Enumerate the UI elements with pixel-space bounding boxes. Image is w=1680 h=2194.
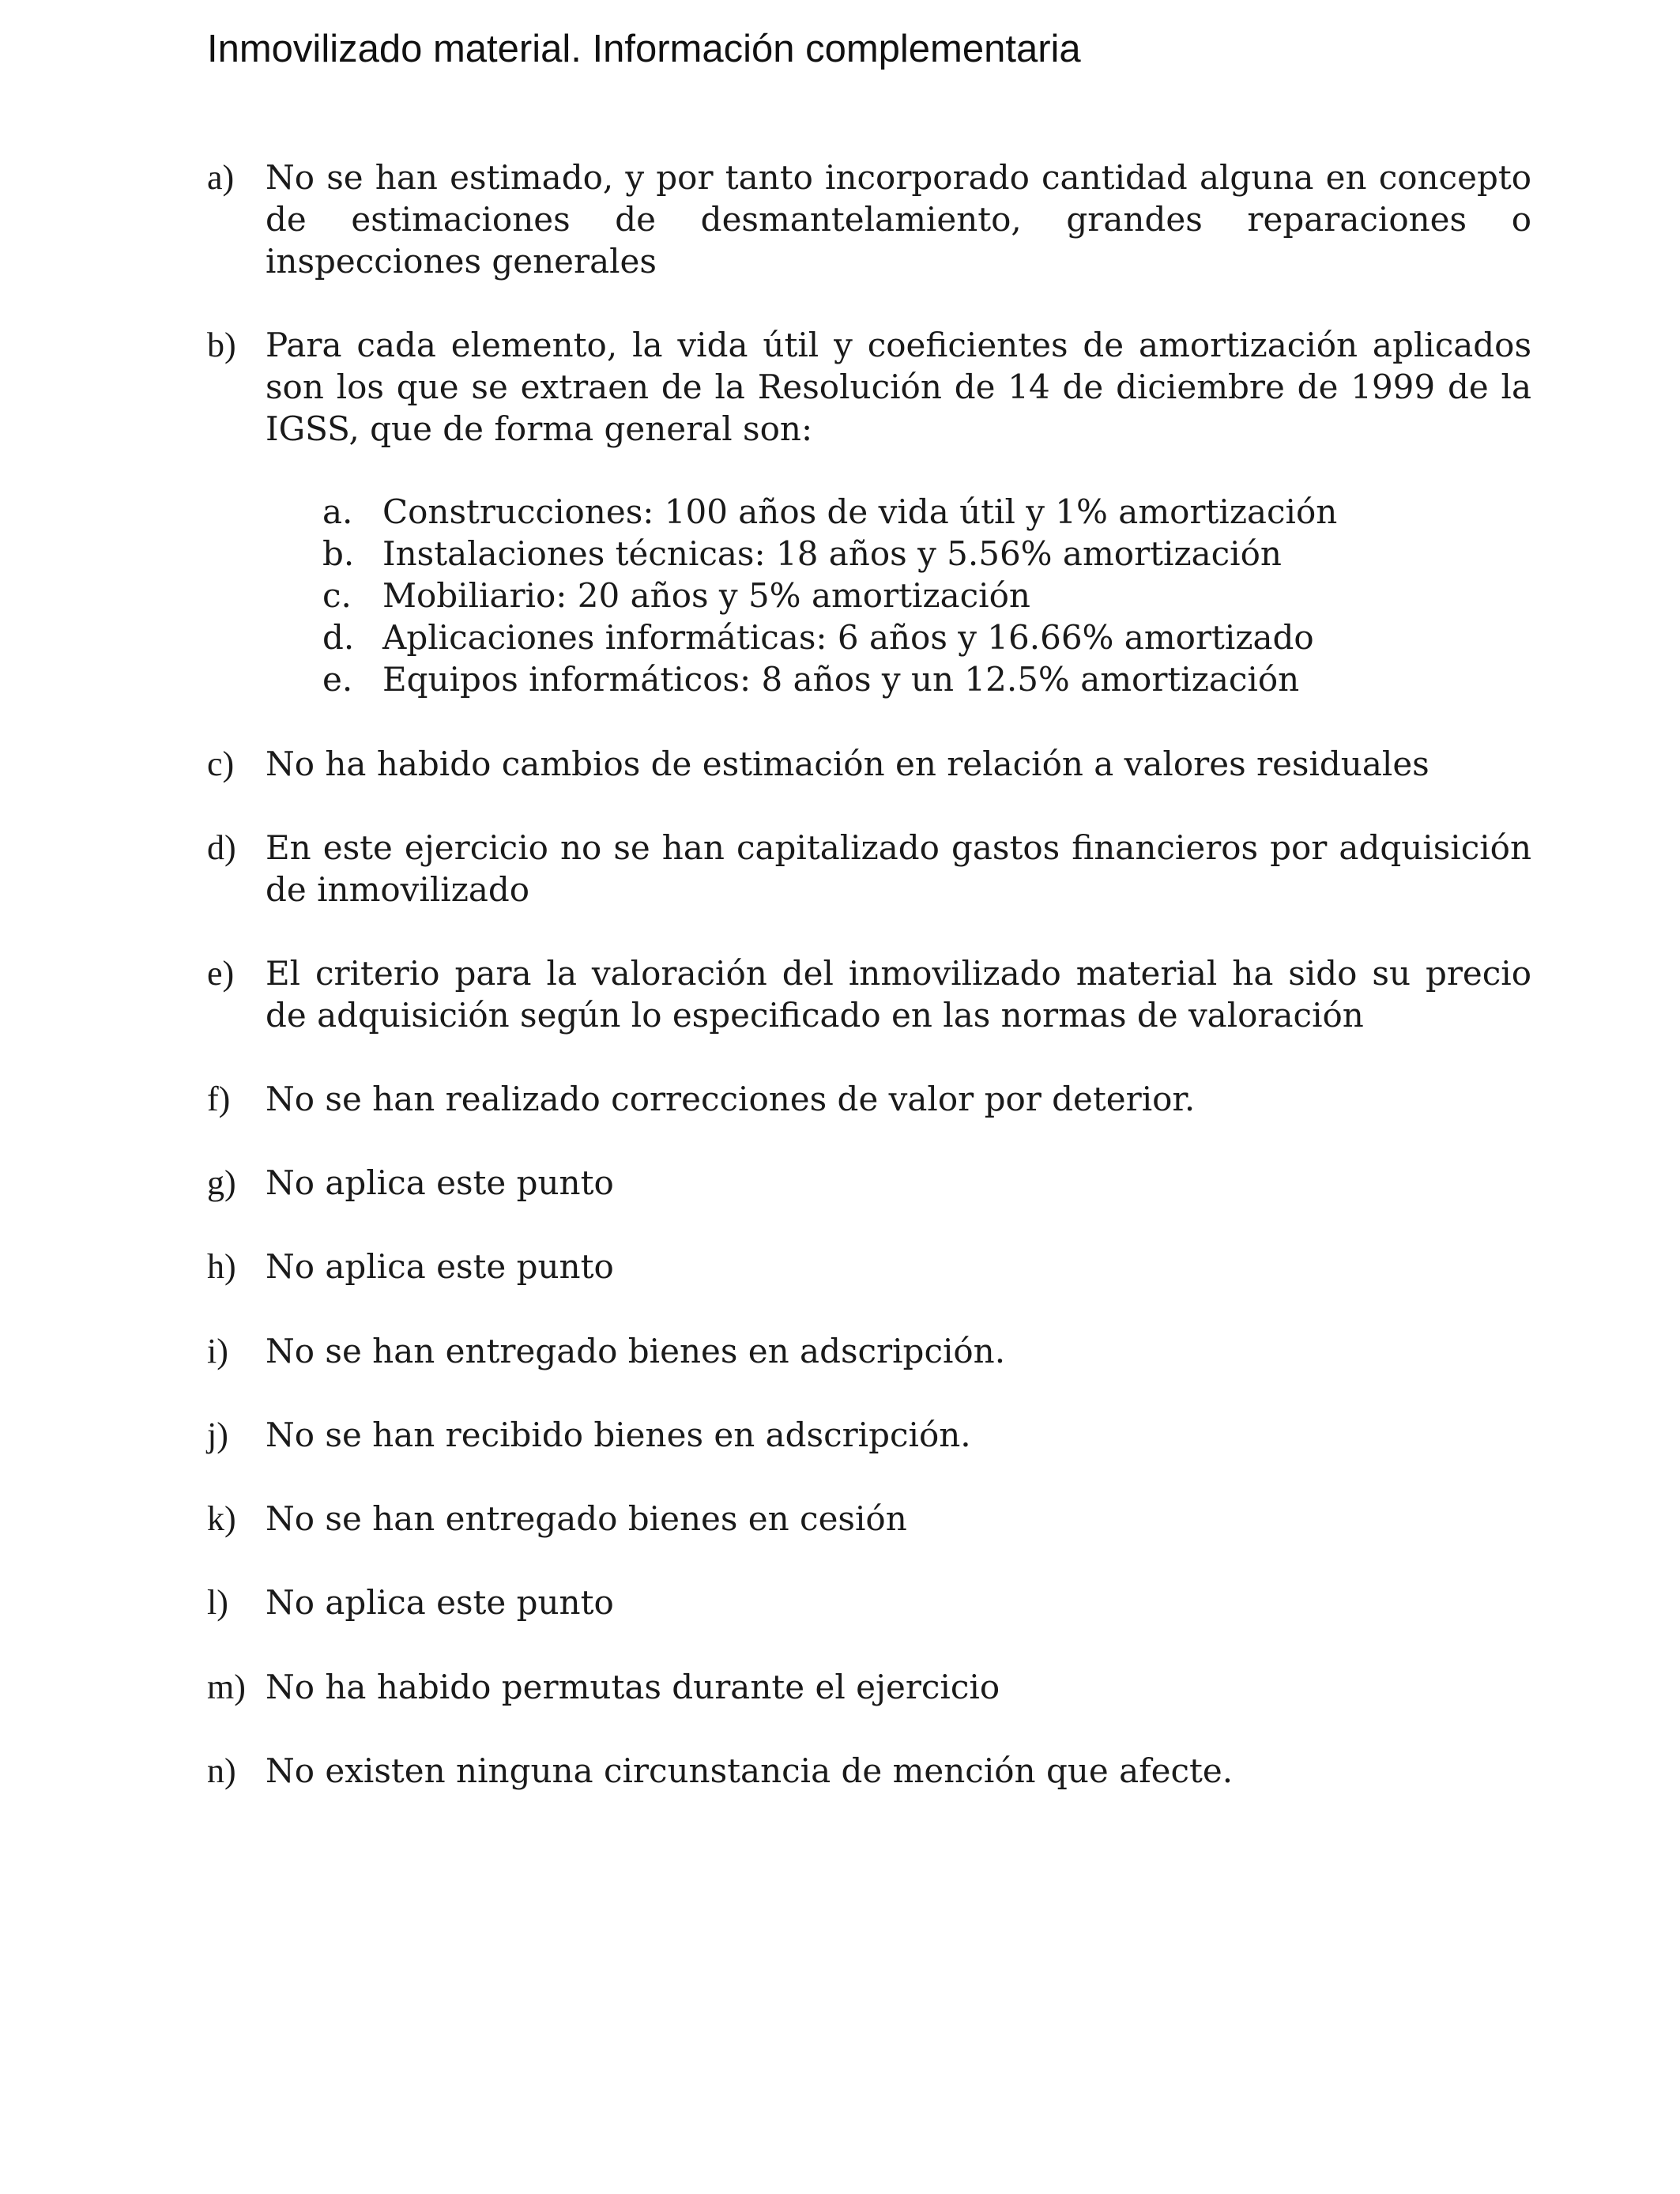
sublist-marker: e.	[322, 660, 353, 699]
list-marker: i)	[207, 1332, 228, 1370]
list-marker: b)	[207, 326, 236, 364]
list-marker: j)	[207, 1416, 228, 1454]
list-marker: m)	[207, 1668, 246, 1706]
list-item-n	[207, 1750, 1531, 1792]
sublist-marker: b.	[322, 534, 355, 573]
list-item-k	[207, 1498, 1531, 1540]
list-item-text: En este ejercicio no se han capitalizado gastos financieros por adquisición de inmovilizado	[266, 828, 1531, 909]
list-item-text: No existen ninguna circunstancia de mención que afecte.	[266, 1751, 1234, 1790]
list-item-text: No ha habido permutas durante el ejercicio	[266, 1668, 1000, 1706]
list-item-a	[207, 156, 1531, 282]
list-item-h	[207, 1246, 1531, 1287]
page-title: Inmovilizado material. Información complementaria	[207, 28, 1081, 70]
list-item-e	[207, 952, 1531, 1036]
list-marker: e)	[207, 954, 235, 993]
list-item-text: No se han entregado bienes en cesión	[266, 1499, 907, 1538]
list-item-text: No ha habido cambios de estimación en relación a valores residuales	[266, 745, 1430, 783]
list-item-text: No aplica este punto	[266, 1583, 614, 1622]
list-item-f	[207, 1078, 1531, 1120]
list-item-l	[207, 1581, 1531, 1623]
list-marker: l)	[207, 1583, 228, 1622]
sublist-text: Equipos informáticos: 8 años y un 12.5% amortización	[382, 660, 1300, 699]
sublist-marker: c.	[322, 576, 352, 615]
list-item-text: No aplica este punto	[266, 1247, 614, 1286]
list-item-text: No se han realizado correcciones de valor por deterior.	[266, 1080, 1196, 1118]
list-marker: k)	[207, 1499, 236, 1538]
list-item-text: No aplica este punto	[266, 1163, 614, 1202]
list-item-text: No se han estimado, y por tanto incorporado cantidad alguna en concepto de estimaciones de desmantelamiento, grandes reparaciones o inspecciones generales	[266, 158, 1531, 281]
list-item-b	[207, 324, 1531, 450]
sublist-marker: d.	[322, 618, 355, 657]
list-item-g	[207, 1162, 1531, 1204]
list-marker: h)	[207, 1247, 236, 1286]
sublist-text: Construcciones: 100 años de vida útil y 1% amortización	[382, 492, 1338, 531]
sublist-text: Mobiliario: 20 años y 5% amortización	[382, 576, 1030, 615]
sublist-text: Instalaciones técnicas: 18 años y 5.56% amortización	[382, 534, 1282, 573]
list-marker: c)	[207, 745, 235, 783]
list-marker: d)	[207, 828, 236, 867]
list-item-text: No se han recibido bienes en adscripción.	[266, 1416, 971, 1454]
list-marker: g)	[207, 1163, 236, 1202]
sublist-marker: a.	[322, 492, 353, 531]
list-item-i	[207, 1330, 1531, 1372]
list-marker: n)	[207, 1751, 236, 1790]
list-marker: a)	[207, 158, 235, 197]
list-item-text: No se han entregado bienes en adscripción.	[266, 1332, 1006, 1370]
sublist-text: Aplicaciones informáticas: 6 años y 16.66% amortizado	[382, 618, 1314, 657]
list-item-m	[207, 1666, 1531, 1708]
list-item-text: El criterio para la valoración del inmovilizado material ha sido su precio de adquisición según lo especificado en las normas de valoración	[266, 954, 1531, 1035]
list-item-text: Para cada elemento, la vida útil y coeficientes de amortización aplicados son los que se extraen de la Resolución de 14 de diciembre de 1999 de la IGSS, que de forma general son:	[266, 326, 1531, 448]
list-marker: f)	[207, 1080, 231, 1118]
list-item-j	[207, 1414, 1531, 1456]
list-item-d	[207, 827, 1531, 910]
list-item-c	[207, 743, 1531, 785]
